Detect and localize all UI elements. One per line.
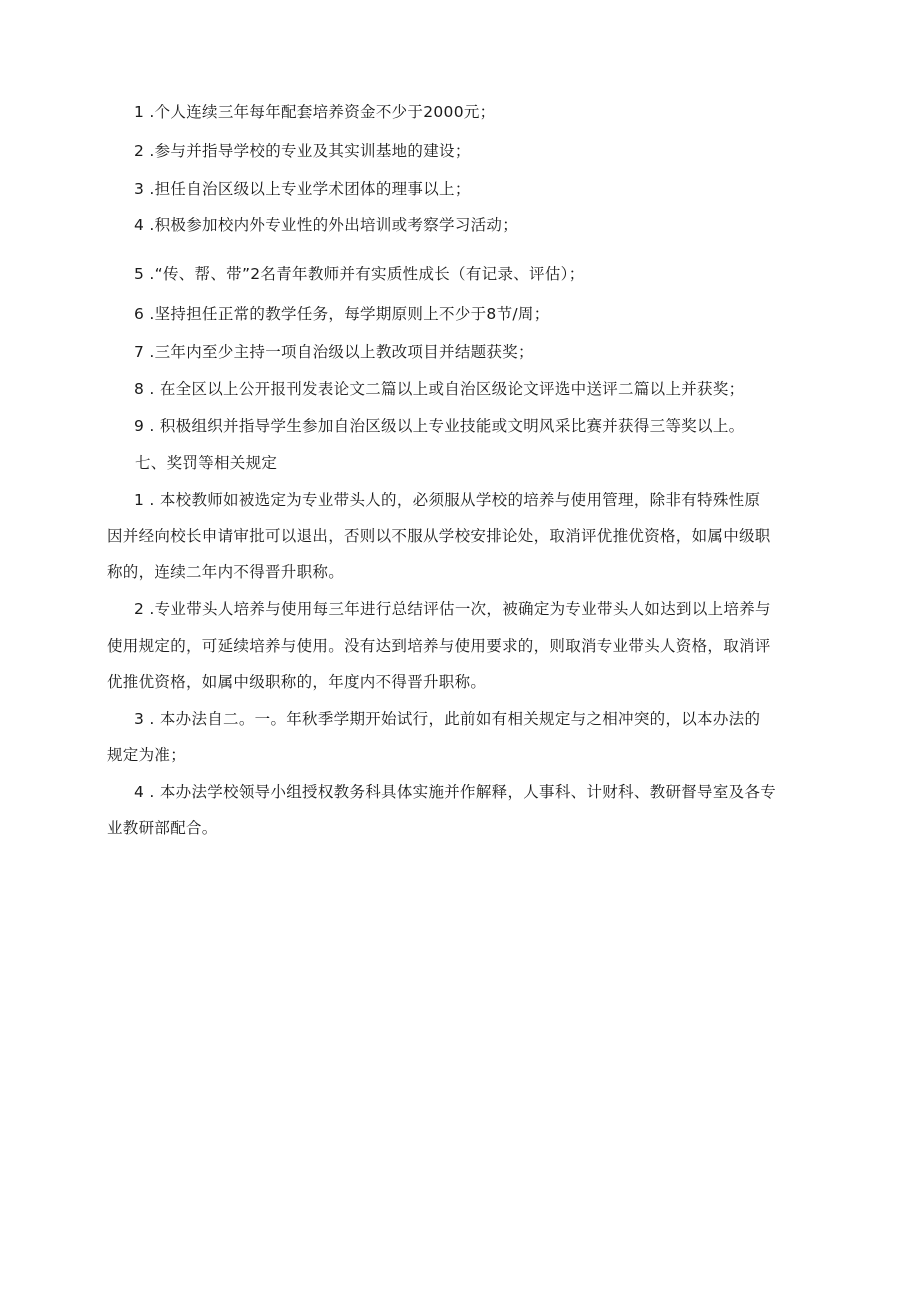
rule-line: 称的，连续二年内不得晋升职称。 xyxy=(107,563,345,581)
rule-line: 使用规定的，可延续培养与使用。没有达到培养与使用要求的，则取消专业带头人资格，取消评 xyxy=(107,637,771,655)
list-item-7: 7 .三年内至少主持一项自治级以上教改项目并结题获奖； xyxy=(134,343,534,361)
list-item-1: 1 .个人连续三年每年配套培养资金不少于2000元； xyxy=(134,103,496,121)
rule-line: 3 . 本办法自二。一。年秋季学期开始试行，此前如有相关规定与之相冲突的，以本办法的 xyxy=(134,710,761,728)
rule-line: 规定为准； xyxy=(107,746,187,764)
list-item-9: 9 . 积极组织并指导学生参加自治区级以上专业技能或文明风采比赛并获得三等奖以上。 xyxy=(134,417,745,435)
section-heading: 七、奖罚等相关规定 xyxy=(135,454,278,472)
rule-line: 1 . 本校教师如被选定为专业带头人的，必须服从学校的培养与使用管理，除非有特殊性原 xyxy=(134,491,761,509)
rule-line: 因并经向校长申请审批可以退出，否则以不服从学校安排论处，取消评优推优资格，如属中级职 xyxy=(107,527,771,545)
rule-line: 业教研部配合。 xyxy=(107,819,218,837)
rule-line: 优推优资格，如属中级职称的，年度内不得晋升职称。 xyxy=(107,673,487,691)
rule-line: 2 .专业带头人培养与使用每三年进行总结评估一次，被确定为专业带头人如达到以上培养与 xyxy=(134,600,771,618)
rule-line: 4 . 本办法学校领导小组授权教务科具体实施并作解释，人事科、计财科、教研督导室及各专 xyxy=(134,783,777,801)
list-item-6: 6 .坚持担任正常的教学任务，每学期原则上不少于8节/周； xyxy=(134,305,550,323)
list-item-4: 4 .积极参加校内外专业性的外出培训或考察学习活动； xyxy=(134,216,519,234)
list-item-3: 3 .担任自治区级以上专业学术团体的理事以上； xyxy=(134,180,471,198)
list-item-5: 5 .“传、帮、带”2名青年教师并有实质性成长（有记录、评估）； xyxy=(134,265,585,283)
list-item-2: 2 .参与并指导学校的专业及其实训基地的建设； xyxy=(134,142,471,160)
list-item-8: 8 . 在全区以上公开报刊发表论文二篇以上或自治区级论文评选中送评二篇以上并获奖； xyxy=(134,380,745,398)
